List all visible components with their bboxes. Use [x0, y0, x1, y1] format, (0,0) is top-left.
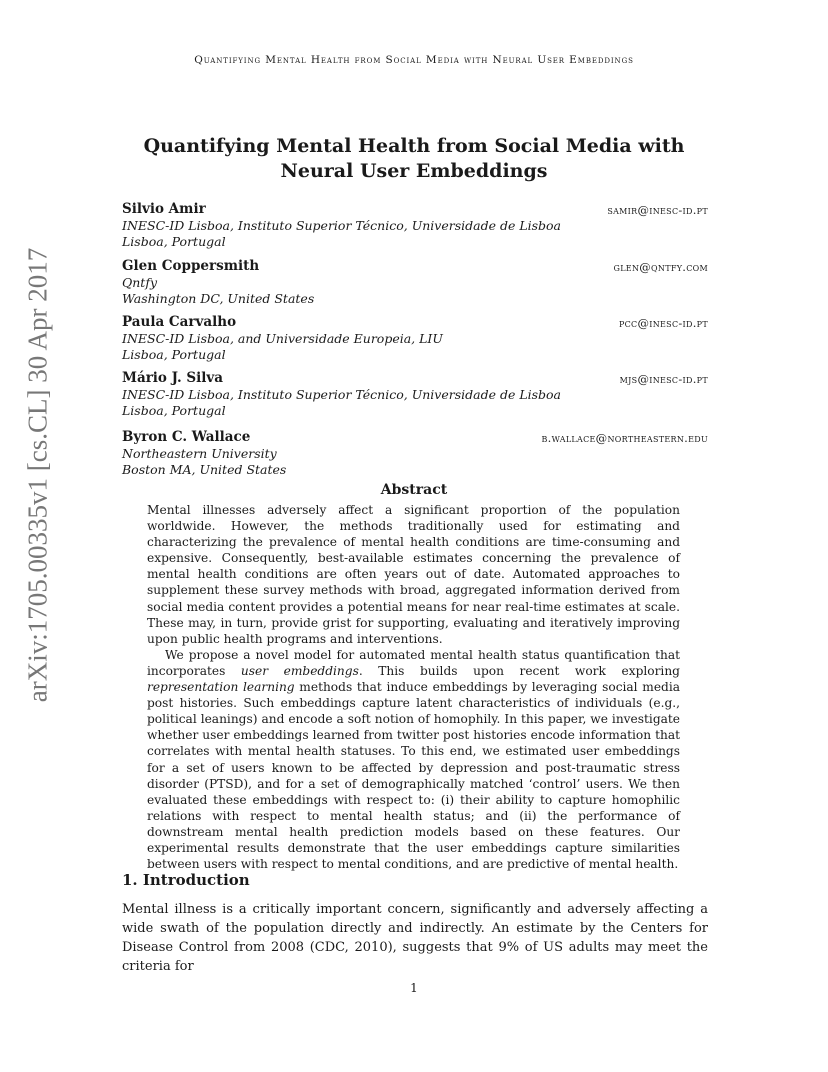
author-email[interactable]: glen@qntfy.com	[613, 260, 708, 274]
section-heading: 1. Introduction	[122, 871, 250, 889]
author-name: Paula Carvalho	[122, 314, 237, 330]
author-affiliation: Northeastern University	[122, 445, 277, 461]
author-block	[122, 258, 708, 308]
arxiv-identifier-text: arXiv:1705.00335v1 [cs.CL] 30 Apr 2017	[22, 247, 53, 703]
author-name: Mário J. Silva	[122, 370, 223, 386]
author-email[interactable]: samir@inesc-id.pt	[607, 203, 708, 217]
author-location: Lisboa, Portugal	[122, 347, 226, 363]
author-block	[122, 370, 708, 420]
paper-title-text: Quantifying Mental Health from Social Media with Neural User Embeddings	[143, 135, 685, 182]
author-name: Byron C. Wallace	[122, 429, 251, 445]
body-paragraph: Mental illness is a critically important concern, significantly and adversely affecting a wide swath of the population directly and indirectly. An estimate by the Centers for Disease Control from 2008 (CDC, 2010), suggests that 9% of US adults may meet the criteria for	[122, 902, 708, 974]
abstract	[147, 502, 680, 872]
page-number: 1	[410, 981, 418, 995]
author-location: Lisboa, Portugal	[122, 403, 226, 419]
abstract-heading: Abstract	[380, 482, 448, 498]
author-block	[122, 314, 708, 364]
author-name: Glen Coppersmith	[122, 258, 260, 274]
abstract-paragraph	[147, 647, 680, 872]
author-affiliation: Qntfy	[122, 274, 158, 290]
emphasized-term: representation learning	[147, 680, 295, 695]
abstract-text: We propose a novel model for automated mental health status quantification that incorporates	[147, 647, 680, 678]
author-affiliation: INESC-ID Lisboa, Instituto Superior Técnico, Universidade de Lisboa	[122, 217, 562, 233]
author-affiliation: INESC-ID Lisboa, and Universidade Europeia, LIU	[122, 330, 443, 346]
abstract-text: . This builds upon recent work exploring	[358, 663, 680, 678]
abstract-text: methods that induce embeddings by leveraging social media post histories. Such embeddings capture latent characteristics of individuals (e.g., political leanings) and encode a soft notion of homophily. In this paper, we investigate whether user embeddings learned from twitter post histories encode information that correlates with mental health statuses. To this end, we estimated user embeddings for a set of users known to be affected by depression and post-traumatic stress disorder (PTSD), and for a set of demographically matched ‘control’ users. We then evaluated these embeddings with respect to: (i) their ability to capture homophilic relations with respect to mental health status; and (ii) the performance of downstream mental health prediction models based on these features. Our experimental results demonstrate that the user embeddings capture similarities between users with respect to mental conditions, and are predictive of mental health.	[147, 680, 680, 872]
author-name: Silvio Amir	[122, 201, 206, 217]
author-location: Boston MA, United States	[122, 462, 287, 478]
author-affiliation: INESC-ID Lisboa, Instituto Superior Técnico, Universidade de Lisboa	[122, 386, 562, 402]
abstract-paragraph: Mental illnesses adversely affect a significant proportion of the population worldwide. However, the methods traditionally used for estimating and characterizing the prevalence of mental health conditions are time-consuming and expensive. Consequently, best-available estimates concerning the prevalence of mental health conditions are often years out of date. Automated approaches to supplement these survey methods with broad, aggregated information derived from social media content provides a potential means for near real-time estimates at scale. These may, in turn, provide grist for supporting, evaluating and iteratively improving upon public health programs and interventions.	[147, 503, 680, 646]
author-email[interactable]: mjs@inesc-id.pt	[619, 372, 708, 386]
author-block	[122, 201, 708, 251]
author-block	[122, 429, 708, 479]
running-head: Quantifying Mental Health from Social Media with Neural User Embeddings	[194, 54, 634, 66]
author-location: Lisboa, Portugal	[122, 234, 226, 250]
emphasized-term: user embeddings	[240, 663, 359, 678]
author-email[interactable]: pcc@inesc-id.pt	[618, 316, 708, 330]
author-email[interactable]: b.wallace@northeastern.edu	[541, 431, 708, 445]
author-location: Washington DC, United States	[122, 291, 315, 307]
paper-title	[0, 134, 828, 184]
